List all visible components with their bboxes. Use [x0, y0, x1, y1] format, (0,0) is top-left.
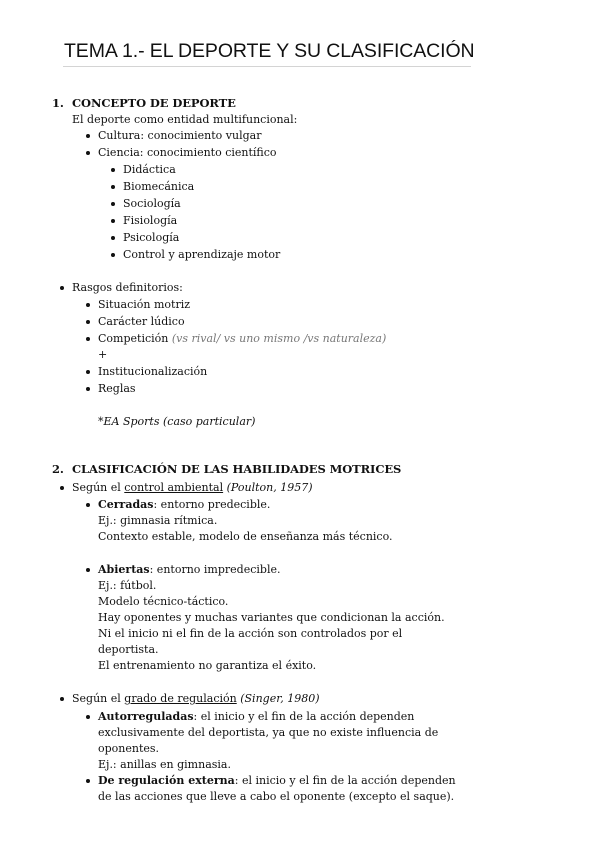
rasgo-reglas: Reglas: [98, 382, 136, 395]
competicion-label: Competición: [98, 332, 169, 345]
bullet-icon: [86, 715, 90, 719]
bullet-icon: [86, 370, 90, 374]
criterion-grado-regulacion: [72, 691, 320, 707]
ea-sports-note: *EA Sports (caso particular): [98, 415, 256, 428]
criterion-term: control ambiental: [124, 481, 224, 494]
abiertas-text: : entorno impredecible.: [149, 563, 281, 576]
title-divider: [63, 66, 471, 67]
rasgo-institucionalizacion: Institucionalización: [98, 365, 208, 378]
autorreguladas-line: Ej.: anillas en gimnasia.: [98, 758, 231, 771]
bullet-icon: [86, 779, 90, 783]
abiertas-item: [98, 562, 280, 578]
section2-number: 2.: [52, 462, 64, 476]
cultura-item: Cultura: conocimiento vulgar: [98, 129, 262, 142]
bullet-icon: [86, 387, 90, 391]
rasgo-competicion: [98, 331, 386, 347]
abiertas-line: El entrenamiento no garantiza el éxito.: [98, 659, 317, 672]
abiertas-label: Abiertas: [98, 563, 150, 576]
section1-intro: El deporte como entidad multifuncional:: [72, 113, 298, 126]
abiertas-line: Hay oponentes y muchas variantes que condicionan la acción.: [98, 611, 445, 624]
autorreguladas-item: [98, 709, 414, 725]
autorreguladas-line: exclusivamente del deportista, ya que no existe influencia de: [98, 726, 439, 739]
cerradas-line: Ej.: gimnasia rítmica.: [98, 514, 218, 527]
page-title: TEMA 1.- EL DEPORTE Y SU CLASIFICACIÓN: [64, 40, 475, 62]
bullet-icon: [86, 337, 90, 341]
ciencia-subitem: Fisiología: [123, 214, 178, 227]
plus-sign: +: [98, 348, 108, 361]
bullet-icon: [111, 236, 115, 240]
bullet-icon: [111, 253, 115, 257]
bullet-icon: [111, 185, 115, 189]
ciencia-subitem: Control y aprendizaje motor: [123, 248, 281, 261]
regulacion-externa-text: : el inicio y el fin de la acción dependen: [234, 774, 456, 787]
bullet-icon: [60, 486, 64, 490]
criterion-reference: (Poulton, 1957): [226, 481, 313, 494]
cerradas-text: : entorno predecible.: [153, 498, 271, 511]
bullet-icon: [111, 219, 115, 223]
cerradas-line: Contexto estable, modelo de enseñanza más técnico.: [98, 530, 393, 543]
bullet-icon: [86, 568, 90, 572]
rasgos-label: Rasgos definitorios:: [72, 281, 183, 294]
bullet-icon: [60, 697, 64, 701]
bullet-icon: [60, 286, 64, 290]
abiertas-line: Modelo técnico-táctico.: [98, 595, 229, 608]
abiertas-line: Ej.: fútbol.: [98, 579, 157, 592]
regulacion-externa-label: De regulación externa: [98, 774, 235, 787]
bullet-icon: [86, 503, 90, 507]
autorreguladas-line: oponentes.: [98, 742, 160, 755]
abiertas-line: Ni el inicio ni el fin de la acción son controlados por el: [98, 627, 403, 640]
bullet-icon: [111, 168, 115, 172]
bullet-icon: [86, 134, 90, 138]
bullet-icon: [86, 303, 90, 307]
cerradas-item: [98, 497, 270, 513]
ciencia-subitem: Sociología: [123, 197, 181, 210]
abiertas-line: deportista.: [98, 643, 159, 656]
bullet-icon: [111, 202, 115, 206]
ciencia-subitem: Biomecánica: [123, 180, 195, 193]
ciencia-item: Ciencia: conocimiento científico: [98, 146, 277, 159]
section1-heading: CONCEPTO DE DEPORTE: [72, 96, 236, 110]
criterion-prefix: Según el: [72, 481, 121, 494]
criterion-prefix: Según el: [72, 692, 121, 705]
autorreguladas-label: Autorreguladas: [98, 710, 194, 723]
bullet-icon: [86, 320, 90, 324]
rasgo-caracter: Carácter lúdico: [98, 315, 185, 328]
criterion-term: grado de regulación: [124, 692, 237, 705]
criterion-control-ambiental: [72, 480, 313, 496]
cerradas-label: Cerradas: [98, 498, 154, 511]
section1-number: 1.: [52, 96, 64, 110]
criterion-reference: (Singer, 1980): [240, 692, 320, 705]
section2-heading: CLASIFICACIÓN DE LAS HABILIDADES MOTRICES: [72, 462, 402, 476]
bullet-icon: [86, 151, 90, 155]
regulacion-externa-line: de las acciones que lleve a cabo el oponente (excepto el saque).: [98, 790, 455, 803]
competicion-note: (vs rival/ vs uno mismo /vs naturaleza): [171, 332, 387, 345]
ciencia-subitem: Didáctica: [123, 163, 176, 176]
rasgo-situacion: Situación motriz: [98, 298, 191, 311]
ciencia-subitem: Psicología: [123, 231, 180, 244]
regulacion-externa-item: [98, 773, 456, 789]
autorreguladas-text: : el inicio y el fin de la acción dependen: [193, 710, 415, 723]
